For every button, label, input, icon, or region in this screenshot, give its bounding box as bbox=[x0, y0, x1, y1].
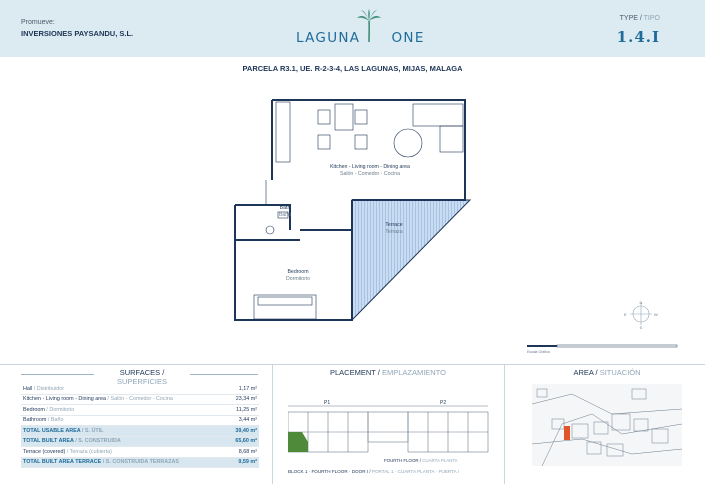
surface-label-es: Dormitorio bbox=[49, 406, 75, 413]
placement-title-en: PLACEMENT bbox=[329, 368, 376, 377]
surface-label: Bedroom / Dormitorio bbox=[21, 405, 226, 416]
surfaces-title: SURFACES / SUPERFICIES bbox=[116, 368, 167, 386]
surface-label-en: Hall bbox=[23, 385, 33, 392]
compass-w: W bbox=[654, 312, 658, 317]
surface-label-es: Terraza (cubierta) bbox=[69, 448, 112, 455]
room-label-kitchen bbox=[310, 164, 430, 177]
room-bath-es: Baño bbox=[278, 211, 292, 218]
brand-left: LAGUNA bbox=[296, 30, 361, 46]
room-kitchen-en: Kitchen - Living room - Dining area bbox=[330, 164, 410, 170]
surface-value: 39,40 m² bbox=[226, 426, 259, 437]
surface-label-es: S. ÚTIL bbox=[84, 427, 104, 434]
scale-bar bbox=[527, 343, 687, 355]
col-divider-2 bbox=[504, 364, 505, 484]
type-label-es: TIPO bbox=[643, 15, 660, 22]
surface-value: 3,44 m² bbox=[226, 415, 259, 426]
surface-label: Terrace (covered) / Terraza (cubierta) bbox=[21, 447, 226, 458]
surface-row bbox=[21, 447, 259, 458]
floor-plan bbox=[0, 80, 705, 330]
surface-label-en: Kitchen - Living room - Dining area bbox=[23, 396, 106, 403]
surface-value: 23,34 m² bbox=[226, 394, 259, 405]
bottom-divider bbox=[0, 364, 705, 365]
room-label-bath bbox=[270, 205, 300, 218]
placement-floor-en: FOURTH FLOOR bbox=[384, 458, 419, 463]
placement-caption-en: BLOCK 1 · FOURTH FLOOR · DOOR I bbox=[288, 469, 369, 474]
surface-label-en: Bedroom bbox=[23, 406, 45, 413]
compass-n: N bbox=[639, 300, 643, 305]
area-map bbox=[532, 384, 682, 466]
promoter-label: Promueve: bbox=[21, 19, 55, 26]
surface-value: 9,59 m² bbox=[226, 457, 259, 468]
surface-label-es: S. CONSTRUIDA TERRAZAS bbox=[105, 459, 179, 466]
surface-label-en: Terrace (covered) bbox=[23, 448, 66, 455]
promoter-name: INVERSIONES PAYSANDU, S.L. bbox=[21, 29, 134, 38]
room-label-bedroom bbox=[276, 269, 320, 282]
surface-label: Kitchen - Living room - Dining area / Salón - Comedor - Cocina bbox=[21, 394, 226, 405]
surface-row bbox=[21, 394, 259, 405]
placement-p2: P2 bbox=[440, 400, 447, 406]
room-bedroom-en: Bedroom bbox=[287, 269, 309, 275]
highlighted-unit bbox=[288, 432, 308, 452]
scale-label: Escala Gráfica bbox=[527, 350, 550, 354]
room-bedroom-es: Dormitorio bbox=[286, 275, 310, 282]
surface-value: 11,25 m² bbox=[226, 405, 259, 416]
surface-label: Hall / Distribuidor bbox=[21, 384, 226, 394]
surface-row bbox=[21, 384, 259, 394]
surfaces-table bbox=[21, 384, 259, 468]
address-line: PARCELA R3.1, UE. R-2-3-4, LAS LAGUNAS, MIJAS, MALAGA bbox=[242, 64, 463, 73]
surface-row bbox=[21, 405, 259, 416]
placement-caption-es: PORTAL 1 · CUARTA PLANTA · PUERTA I bbox=[371, 469, 459, 474]
room-kitchen-es: Salón - Comedor - Cocina bbox=[340, 170, 400, 177]
room-terrace-en: Terrace bbox=[385, 222, 403, 228]
placement-title: PLACEMENT / EMPLAZAMIENTO bbox=[329, 368, 447, 377]
room-bath-en: Bath bbox=[279, 205, 291, 211]
header-bar bbox=[0, 0, 705, 57]
room-terrace-es: Terraza bbox=[385, 228, 403, 235]
surface-label: TOTAL BUILT AREA / S. CONSTRUIDA bbox=[21, 436, 226, 447]
surface-label: TOTAL BUILT AREA TERRACE / S. CONSTRUIDA TERRAZAS bbox=[21, 457, 226, 468]
type-value: 1.4.I bbox=[616, 28, 660, 46]
surface-row bbox=[21, 436, 259, 447]
placement-floor-es: CUARTA PLANTA bbox=[422, 458, 458, 463]
surfaces-rule-right bbox=[190, 374, 258, 375]
placement-p1: P1 bbox=[324, 400, 331, 406]
placement-title-es: EMPLAZAMIENTO bbox=[381, 368, 447, 377]
surfaces-rule-left bbox=[21, 374, 94, 375]
area-title-es: SITUACIÓN bbox=[599, 368, 641, 377]
area-title-en: AREA bbox=[573, 368, 594, 377]
surface-label-es: Distribuidor bbox=[36, 385, 65, 392]
col-divider-1 bbox=[272, 364, 273, 484]
compass-icon bbox=[623, 300, 663, 330]
area-title: AREA / SITUACIÓN bbox=[573, 368, 641, 377]
surface-row bbox=[21, 415, 259, 426]
placement-floor-label: FOURTH FLOOR / CUARTA PLANTA bbox=[384, 458, 458, 463]
compass-s: S bbox=[639, 325, 643, 330]
surface-row bbox=[21, 426, 259, 437]
surface-label-es: Salón - Comedor - Cocina bbox=[110, 396, 173, 403]
surface-label-es: Baño bbox=[50, 417, 64, 424]
area-location-marker bbox=[564, 426, 570, 440]
surface-value: 65,60 m² bbox=[226, 436, 259, 447]
surface-value: 1,17 m² bbox=[226, 384, 259, 394]
surface-label-en: TOTAL BUILT AREA bbox=[23, 438, 74, 445]
type-label: TYPE / TIPO bbox=[619, 15, 660, 22]
placement-caption: BLOCK 1 · FOURTH FLOOR · DOOR I / PORTAL 1 · CUARTA PLANTA · PUERTA I bbox=[288, 469, 459, 474]
surface-label: TOTAL USABLE AREA / S. ÚTIL bbox=[21, 426, 226, 437]
room-label-terrace bbox=[374, 222, 414, 235]
surface-row bbox=[21, 457, 259, 468]
surface-value: 8,68 m² bbox=[226, 447, 259, 458]
placement-diagram bbox=[288, 384, 498, 466]
surfaces-title-en: SURFACES bbox=[119, 368, 161, 377]
type-label-en: TYPE bbox=[619, 15, 638, 22]
brand-wordmark bbox=[296, 30, 425, 46]
surface-label: Bathroom / Baño bbox=[21, 415, 226, 426]
surfaces-title-es: SUPERFICIES bbox=[116, 377, 167, 386]
surface-label-es: S. CONSTRUIDA bbox=[78, 438, 121, 445]
brand-right: ONE bbox=[391, 30, 425, 46]
surface-label-en: Bathroom bbox=[23, 417, 47, 424]
terrace-area bbox=[352, 200, 470, 320]
surface-label-en: TOTAL BUILT AREA TERRACE bbox=[23, 459, 102, 466]
compass-e: E bbox=[624, 312, 627, 317]
surface-label-en: TOTAL USABLE AREA bbox=[23, 427, 81, 434]
